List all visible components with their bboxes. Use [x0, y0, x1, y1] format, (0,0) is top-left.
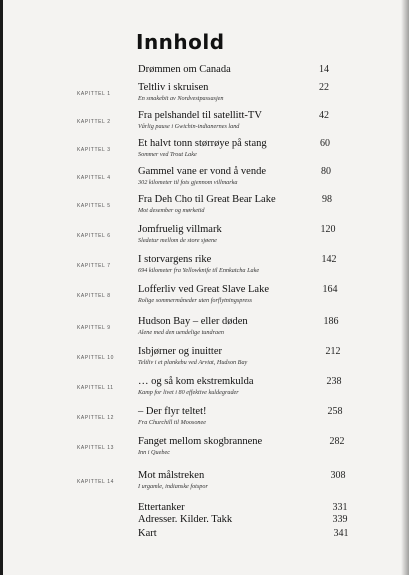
chapter-subtitle: Kamp for livet i 80 effektive kuldegrader: [138, 389, 239, 396]
chapter-subtitle: I urgamle, indianske fotspor: [138, 483, 208, 490]
chapter-title: Et halvt tonn størrøye på stang: [138, 138, 267, 149]
chapter-title: I storvargens rike: [138, 254, 212, 265]
chapter-number: KAPITTEL 7: [77, 263, 111, 269]
chapter-subtitle: Vårlig pause i Gwichin-indianernes land: [138, 123, 240, 130]
chapter-title: Isbjørner og inuitter: [138, 346, 222, 357]
chapter-title: Adresser. Kilder. Takk: [138, 514, 233, 525]
chapter-title: Lofferliv ved Great Slave Lake: [138, 284, 269, 295]
chapter-subtitle: Rolige sommermåneder uten forflytningspress: [138, 297, 253, 304]
chapter-title: Mot målstreken: [138, 470, 205, 481]
chapter-subtitle: Mot desember og mørketid: [138, 207, 205, 214]
page-number: 22: [319, 82, 329, 93]
chapter-subtitle: Alene med den uendelige tundraen: [138, 329, 224, 336]
page-number: 339: [332, 514, 348, 525]
page-number: 282: [329, 436, 345, 447]
page-number: 14: [319, 64, 329, 75]
chapter-title: – Der flyr teltet!: [138, 406, 207, 417]
chapter-number: KAPITTEL 8: [77, 293, 111, 299]
page-number: 238: [326, 376, 342, 387]
chapter-title: Fanget mellom skogbrannene: [138, 436, 263, 447]
page-number: 42: [319, 110, 329, 121]
chapter-subtitle: 302 kilometer til fots gjennom villmarka: [138, 179, 238, 186]
chapter-title: Jomfruelig villmark: [138, 224, 222, 235]
page-number: 80: [321, 166, 331, 177]
chapter-subtitle: Sommer ved Trout Lake: [138, 151, 197, 158]
page-number: 60: [320, 138, 330, 149]
chapter-number: KAPITTEL 14: [77, 479, 114, 485]
chapter-title: Kart: [138, 528, 157, 539]
chapter-title: … og så kom ekstremkulda: [138, 376, 254, 387]
chapter-subtitle: 694 kilometer fra Yellowknife til Ennkatcha Lake: [138, 267, 260, 274]
chapter-number: KAPITTEL 12: [77, 415, 114, 421]
chapter-number: KAPITTEL 13: [77, 445, 114, 451]
chapter-title: Gammel vane er vond å vende: [138, 166, 266, 177]
chapter-title: Hudson Bay – eller døden: [138, 316, 248, 327]
chapter-subtitle: Fra Churchill til Moosonee: [138, 419, 206, 426]
page-number: 186: [323, 316, 339, 327]
chapter-number: KAPITTEL 2: [77, 119, 111, 125]
chapter-number: KAPITTEL 11: [77, 385, 114, 391]
chapter-number: KAPITTEL 4: [77, 175, 111, 181]
chapter-number: KAPITTEL 9: [77, 325, 111, 331]
chapter-number: KAPITTEL 1: [77, 91, 111, 97]
chapter-subtitle: Teltliv i et plankebu ved Arviat, Hudson Bay: [138, 359, 248, 366]
chapter-title: Teltliv i skruisen: [138, 82, 209, 93]
chapter-number: KAPITTEL 5: [77, 203, 111, 209]
chapter-title: Fra Deh Cho til Great Bear Lake: [138, 194, 276, 205]
page-number: 164: [322, 284, 338, 295]
chapter-number: KAPITTEL 6: [77, 233, 111, 239]
page-number: 258: [327, 406, 343, 417]
page-edge-shadow: [401, 0, 409, 575]
chapter-subtitle: En smakebit av Nordvestpassasjen: [138, 95, 224, 102]
chapter-subtitle: Sledetur mellom de store sjøene: [138, 237, 217, 244]
chapter-title: Drømmen om Canada: [138, 64, 231, 75]
page-number: 212: [325, 346, 341, 357]
page-title: Innhold: [136, 30, 225, 54]
chapter-title: Fra pelshandel til satellitt-TV: [138, 110, 262, 121]
page-number: 341: [333, 528, 349, 539]
chapter-number: KAPITTEL 3: [77, 147, 111, 153]
page-number: 142: [321, 254, 337, 265]
page-number: 98: [322, 194, 332, 205]
chapter-number: KAPITTEL 10: [77, 355, 114, 361]
page-number: 308: [330, 470, 346, 481]
page-number: 120: [320, 224, 336, 235]
chapter-subtitle: Inn i Quebec: [138, 449, 170, 456]
chapter-title: Ettertanker: [138, 502, 185, 513]
page-number: 331: [332, 502, 348, 513]
